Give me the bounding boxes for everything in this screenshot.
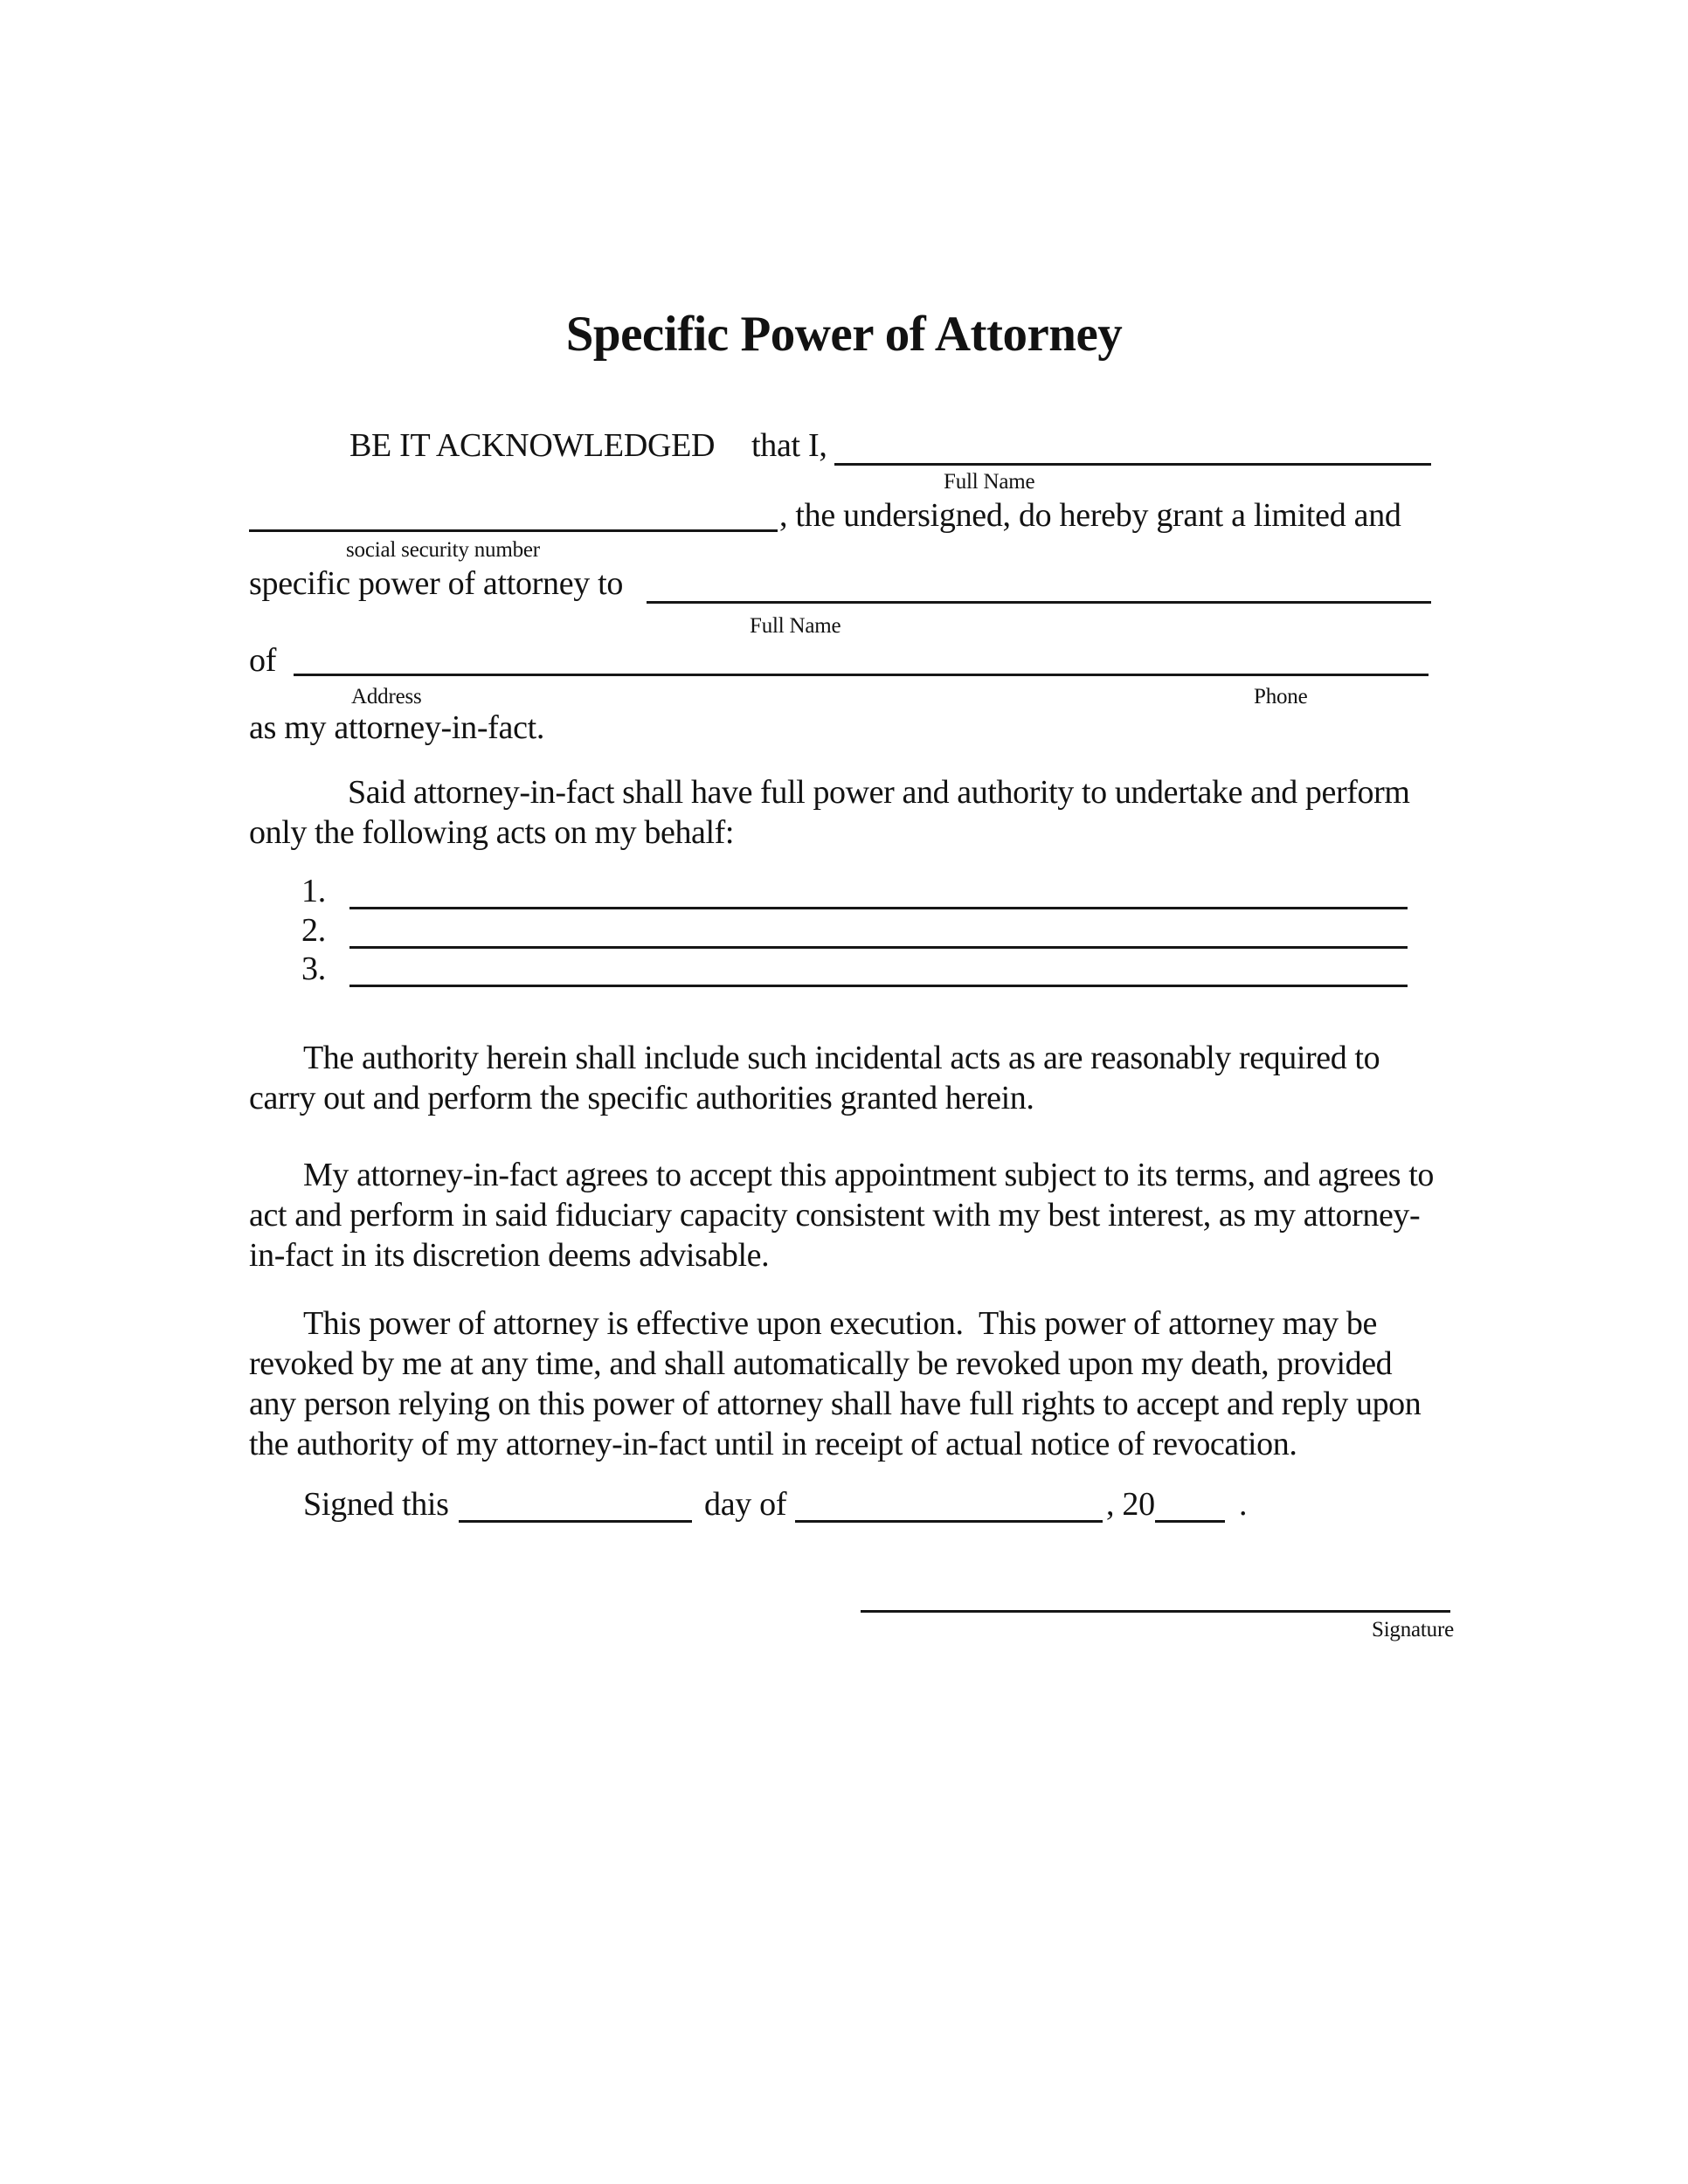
undersigned-clause-text: , the undersigned, do hereby grant a limited and bbox=[779, 497, 1401, 534]
phone-label: Phone bbox=[1254, 685, 1308, 708]
act-3-line[interactable] bbox=[349, 951, 1408, 987]
full-name-label-2: Full Name bbox=[750, 614, 841, 638]
act-2-line[interactable] bbox=[349, 913, 1408, 949]
period-text: . bbox=[1239, 1486, 1248, 1523]
acceptance-paragraph: My attorney-in-fact agrees to accept this appointment subject to its terms, and agrees to act and perform in said fiduciary capacity consistent with my best interest, as my attorney-in-fact in its discretion deems advisable. bbox=[249, 1157, 1434, 1274]
signature-label: Signature bbox=[1371, 1618, 1454, 1641]
signed-month-line[interactable] bbox=[795, 1487, 1103, 1523]
act-3-number: 3. bbox=[301, 950, 326, 987]
document-title: Specific Power of Attorney bbox=[565, 307, 1123, 362]
day-of-text: day of bbox=[704, 1486, 787, 1523]
incidental-acts-paragraph: The authority herein shall include such incidental acts as are reasonably required to carry out and perform the specific authorities granted herein. bbox=[249, 1040, 1380, 1116]
signed-day-line[interactable] bbox=[459, 1487, 692, 1523]
effectiveness-paragraph: This power of attorney is effective upon execution. This power of attorney may be revoked by me at any time, and shall automatically be revoked upon my death, provided any person relying on this power of attorney shall have full rights to accept and reply upon the authority of my attorney-in-fact until in receipt of actual notice of revocation. bbox=[249, 1305, 1422, 1462]
authority-scope-paragraph: Said attorney-in-fact shall have full power and authority to undertake and perform only the following acts on my behalf: bbox=[249, 774, 1410, 851]
signed-year-line[interactable] bbox=[1155, 1487, 1225, 1523]
of-word-text: of bbox=[249, 642, 277, 679]
signature-line[interactable] bbox=[861, 1577, 1450, 1613]
full-name-label-1: Full Name bbox=[944, 470, 1035, 494]
agent-full-name-line[interactable] bbox=[647, 568, 1431, 604]
principal-full-name-line[interactable] bbox=[834, 430, 1431, 466]
acknowledgment-text: BE IT ACKNOWLEDGED bbox=[349, 427, 716, 464]
attorney-in-fact-clause-text: as my attorney-in-fact. bbox=[249, 709, 545, 746]
ssn-label: social security number bbox=[346, 538, 540, 562]
signed-this-text: Signed this bbox=[303, 1486, 449, 1523]
year-prefix-text: , 20 bbox=[1106, 1486, 1155, 1523]
address-label: Address bbox=[351, 685, 422, 708]
agent-address-phone-line[interactable] bbox=[294, 640, 1429, 676]
that-i-text: that I, bbox=[751, 427, 827, 464]
act-1-number: 1. bbox=[301, 873, 326, 909]
ssn-line[interactable] bbox=[249, 496, 778, 532]
act-2-number: 2. bbox=[301, 912, 326, 949]
grant-clause-text: specific power of attorney to bbox=[249, 565, 624, 602]
act-1-line[interactable] bbox=[349, 874, 1408, 909]
